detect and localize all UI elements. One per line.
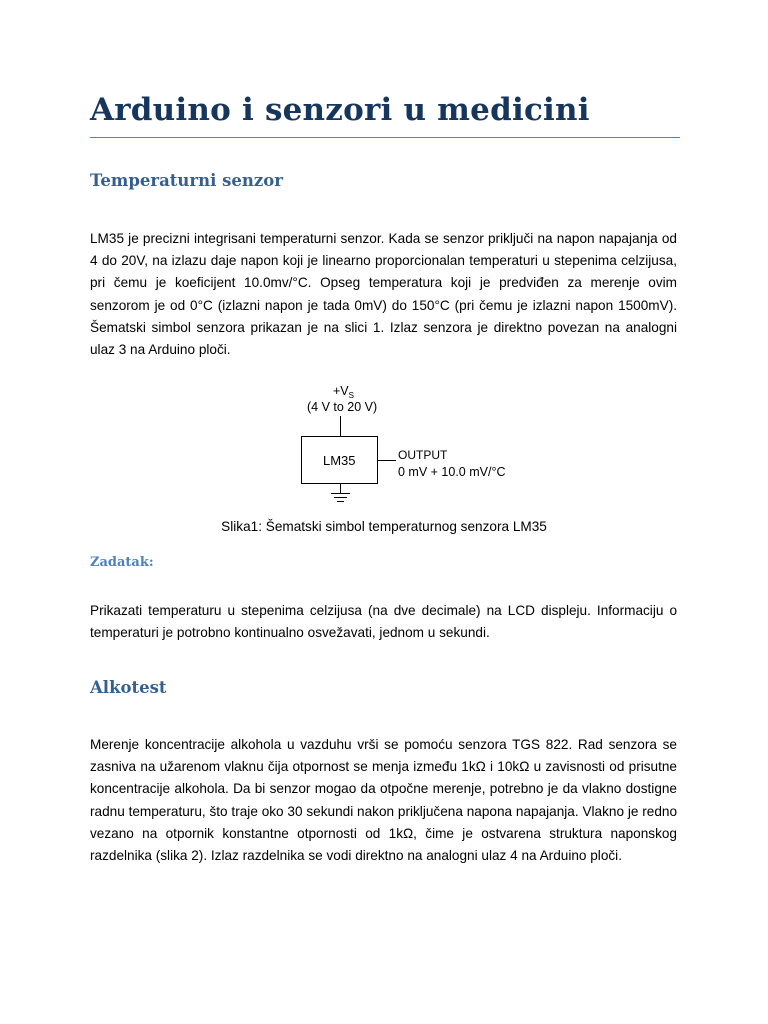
task-paragraph: Prikazati temperaturu u stepenima celzijusa (na dve decimale) na LCD displeju. Informaciju o temperaturi je potrobno kontinualno osvežavati, jednom u sekundi.: [90, 603, 677, 641]
output-label: OUTPUT: [398, 448, 448, 462]
temperature-paragraph: LM35 je precizni integrisani temperaturni senzor. Kada se senzor priključi na napon napajanja od 4 do 20V, na izlazu daje napon koji je linearno proporcionalan temperaturi u stepenima celzijusa, pri čemu je koeficijent 10.0mv/°C. Opseg temperatura koji je predviđen za merenje ovim senzorom je od 0°C (izlazni napon je tada 0mV) do 150°C (pri čemu je izlazni napon 1500mV). Šematski simbol senzora prikazan je na slici 1. Izlaz senzora je direktno povezan na analogni ulaz 3 na Arduino ploči.: [90, 231, 677, 358]
section-heading-alkotest: Alkotest: [90, 678, 167, 697]
chip-label: LM35: [323, 453, 356, 468]
lm35-schematic: [295, 378, 525, 518]
lm35-schematic-svg: [295, 378, 525, 518]
task-heading: Zadatak:: [90, 555, 154, 570]
alkotest-paragraph: Merenje koncentracije alkohola u vazduhu vrši se pomoću senzora TGS 822. Rad senzora se zasniva na užarenom vlaknu čija otpornost se menja između 1kΩ i 10kΩ u zavisnosti od prisutne koncentracije alkohola. Da bi senzor mogao da otpočne merenje, potrebno je da vlakno dostigne radnu temperaturu, što traje oko 30 sekundi nakon priključena napona napajanja. Vlakno je redno vezano na otpornik konstantne otpornosti od 1kΩ, čime je ostvarena struktura naponskog razdelnika (slika 2). Izlaz razdelnika se vodi direktno na analogni ulaz 4 na Arduino ploči.: [90, 737, 677, 864]
supply-range: (4 V to 20 V): [307, 400, 378, 414]
title-underline: [90, 137, 680, 138]
output-formula: 0 mV + 10.0 mV/°C: [398, 465, 506, 479]
document-title: Arduino i senzori u medicini: [90, 92, 590, 128]
section-heading-temperature: Temperaturni senzor: [90, 171, 283, 190]
figure-caption: Slika1: Šematski simbol temperaturnog senzora LM35: [221, 519, 547, 534]
supply-label: $+V_S$: [333, 384, 354, 400]
